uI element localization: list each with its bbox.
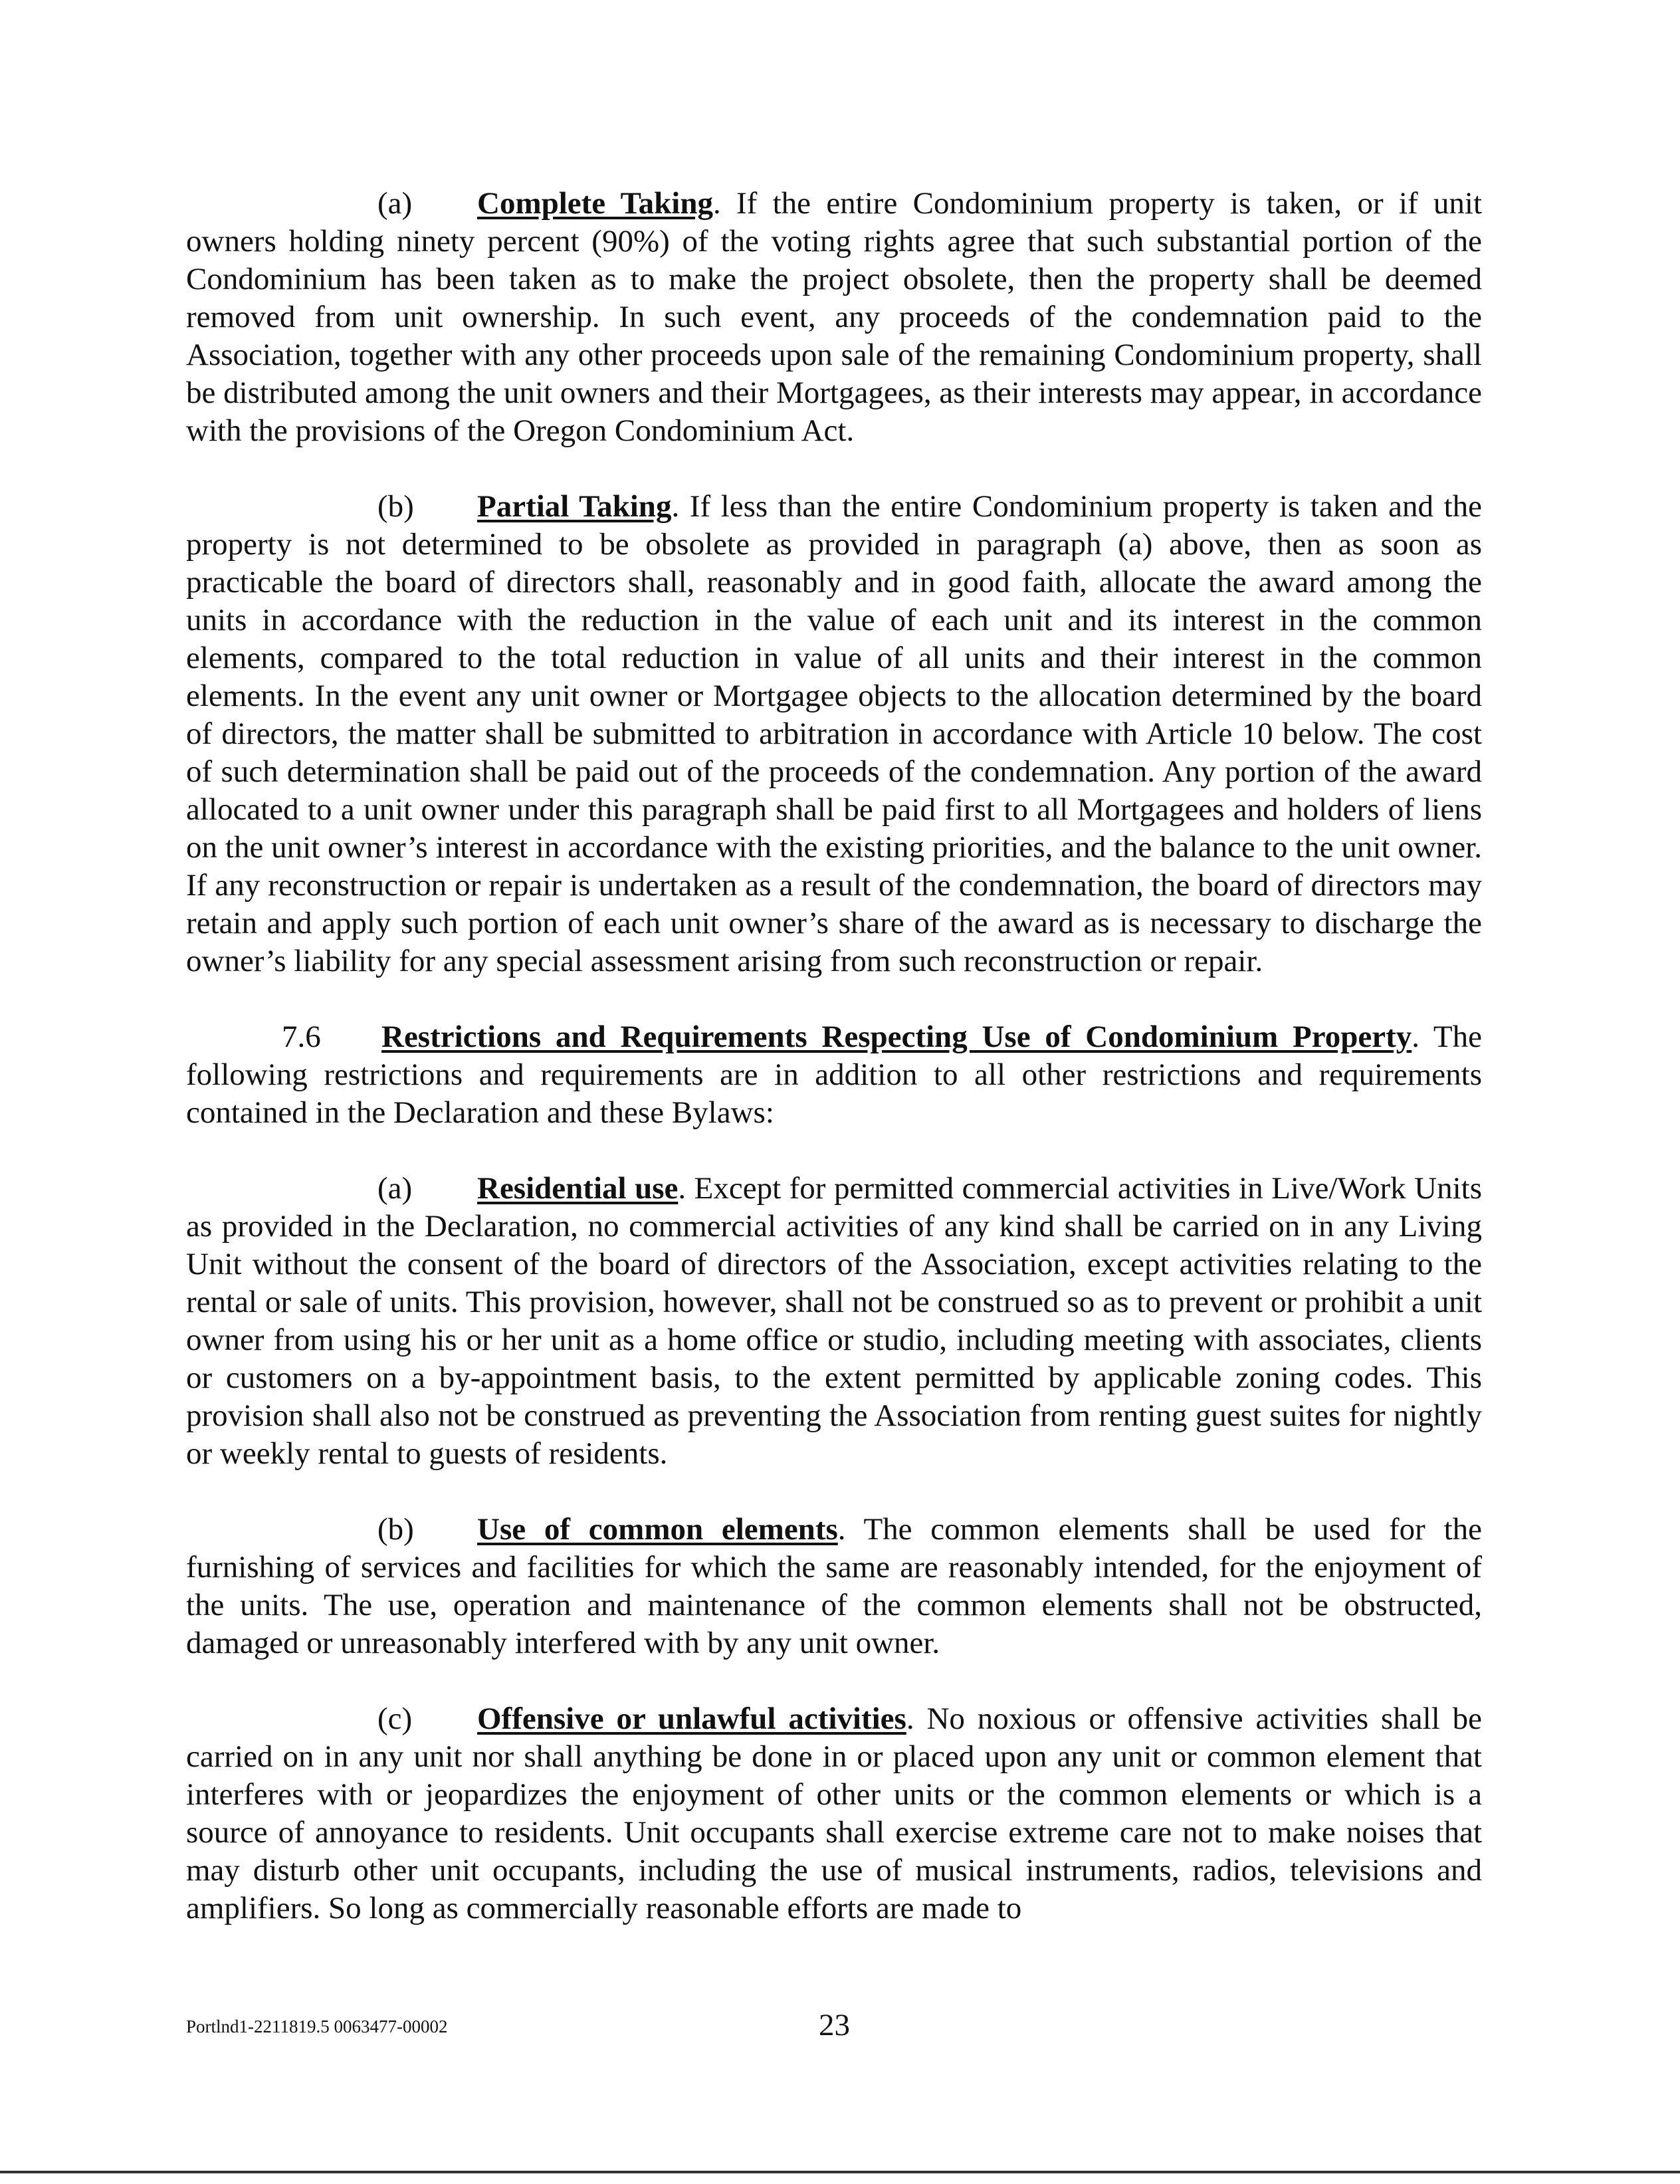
paragraph-heading: Offensive or unlawful activities	[477, 1701, 906, 1736]
paragraph-heading: Complete Taking	[477, 186, 713, 221]
paragraph-text: . Except for permitted commercial activities in Live/Work Units as provided in the Declaration, no commercial activities of any kind shall be carried on in any Living Unit without the consent of the board of directors of the Association, except activities relating to the rental or sale of units. This provision, however, shall not be construed so as to prevent or prohibit a unit owner from using his or her unit as a home office or studio, including meeting with associates, clients or customers on a by-appointment basis, to the extent permitted by applicable zoning codes. This provision shall also not be construed as preventing the Association from renting guest suites for nightly or weekly rental to guests of residents.	[186, 1171, 1482, 1471]
paragraph-label: (a)	[377, 186, 413, 221]
paragraph-label: (b)	[377, 1512, 414, 1547]
paragraph-text: . The following restrictions and requirements are in addition to all other restrictions and requirements contained in the Declaration and these Bylaws:	[186, 1020, 1482, 1130]
paragraph-heading: Partial Taking	[477, 489, 672, 524]
bottom-scan-edge	[0, 2171, 1680, 2173]
paragraph-residential-use	[186, 1170, 1482, 1473]
paragraph-heading: Residential use	[477, 1171, 679, 1206]
footer-document-id: Portlnd1-2211819.5 0063477-00002	[186, 2017, 448, 2036]
paragraph-label: (c)	[377, 1701, 413, 1736]
section-heading: Restrictions and Requirements Respecting Use of Condominium Property	[381, 1020, 1412, 1054]
section-7-6	[186, 1018, 1482, 1132]
paragraph-label: (b)	[377, 489, 414, 524]
section-number: 7.6	[282, 1020, 321, 1054]
document-body	[186, 185, 1482, 1927]
paragraph-label: (a)	[377, 1171, 413, 1206]
paragraph-complete-taking	[186, 185, 1482, 450]
paragraph-heading: Use of common elements	[477, 1512, 838, 1547]
paragraph-use-of-common-elements	[186, 1511, 1482, 1662]
page-number: 23	[819, 2008, 850, 2042]
paragraph-text: . If the entire Condominium property is taken, or if unit owners holding ninety percent (90%) of the voting rights agree that such substantial portion of the Condominium has been taken as to make the project obsolete, then the property shall be deemed removed from unit ownership. In such event, any proceeds of the condemnation paid to the Association, together with any other proceeds upon sale of the remaining Condominium property, shall be distributed among the unit owners and their Mortgagees, as their interests may appear, in accordance with the provisions of the Oregon Condominium Act.	[186, 186, 1483, 448]
paragraph-partial-taking	[186, 488, 1482, 980]
paragraph-text: . No noxious or offensive activities shall be carried on in any unit nor shall anything be done in or placed upon any unit or common element that interferes with or jeopardizes the enjoyment of other units or the common elements or which is a source of annoyance to residents. Unit occupants shall exercise extreme care not to make noises that may disturb other unit occupants, including the use of musical instruments, radios, televisions and amplifiers. So long as commercially reasonable efforts are made to	[186, 1701, 1482, 1925]
paragraph-offensive-activities	[186, 1700, 1482, 1927]
paragraph-text: . The common elements shall be used for the furnishing of services and facilities for which the same are reasonably intended, for the enjoyment of the units. The use, operation and maintenance of the common elements shall not be obstructed, damaged or unreasonably interfered with by any unit owner.	[186, 1512, 1483, 1660]
paragraph-text: . If less than the entire Condominium property is taken and the property is not determined to be obsolete as provided in paragraph (a) above, then as soon as practicable the board of directors shall, reasonably and in good faith, allocate the award among the units in accordance with the reduction in the value of each unit and its interest in the common elements, compared to the total reduction in value of all units and their interest in the common elements. In the event any unit owner or Mortgagee objects to the allocation determined by the board of directors, the matter shall be submitted to arbitration in accordance with Article 10 below. The cost of such determination shall be paid out of the proceeds of the condemnation. Any portion of the award allocated to a unit owner under this paragraph shall be paid first to all Mortgagees and holders of liens on the unit owner’s interest in accordance with the existing priorities, and the balance to the unit owner. If any reconstruction or repair is undertaken as a result of the condemnation, the board of directors may retain and apply such portion of each unit owner’s share of the award as is necessary to discharge the owner’s liability for any special assessment arising from such reconstruction or repair.	[186, 489, 1483, 978]
